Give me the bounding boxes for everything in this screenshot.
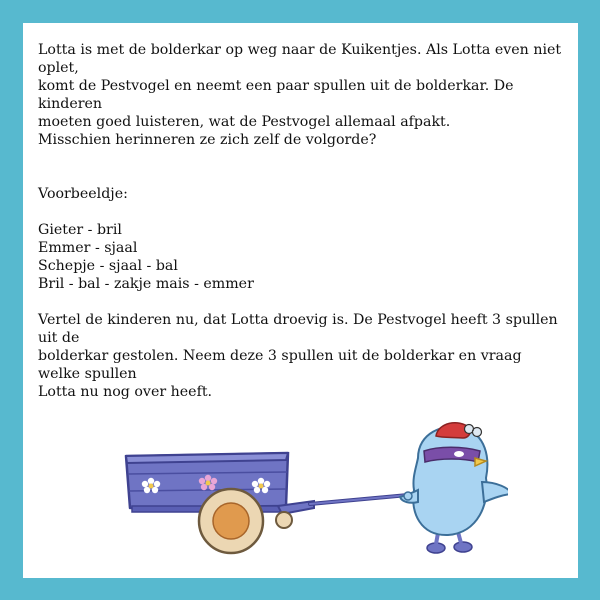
example-item: Emmer - sjaal <box>38 240 138 256</box>
intro-line-3: moeten goed luisteren, wat de Pestvogel allemaal afpakt. <box>38 114 451 130</box>
lotta-bird <box>400 423 508 553</box>
intro-line-4: Misschien herinneren ze zich zelf de volgorde? <box>38 132 377 148</box>
example-heading: Voorbeeldje: <box>38 186 128 202</box>
closing-line-2: bolderkar gestolen. Neem deze 3 spullen uit de bolderkar en vraag welke spullen <box>38 348 522 382</box>
example-item: Gieter - bril <box>38 222 122 238</box>
example-item: Schepje - sjaal - bal <box>38 258 178 274</box>
example-item: Bril - bal - zakje mais - emmer <box>38 276 254 292</box>
page-card <box>23 23 578 578</box>
intro-line-1: Lotta is met de bolderkar op weg naar de Kuikentjes. Als Lotta even niet oplet, <box>38 42 562 76</box>
wheel-icon <box>199 489 263 553</box>
instruction-text <box>38 41 563 401</box>
closing-line-1: Vertel de kinderen nu, dat Lotta droevig is. De Pestvogel heeft 3 spullen uit de <box>38 312 558 346</box>
intro-line-2: komt de Pestvogel en neemt een paar spullen uit de bolderkar. De kinderen <box>38 78 514 112</box>
closing-line-3: Lotta nu nog over heeft. <box>38 384 213 400</box>
lotta-wagon-illustration <box>118 398 508 558</box>
bolderkar-wagon <box>126 453 408 553</box>
